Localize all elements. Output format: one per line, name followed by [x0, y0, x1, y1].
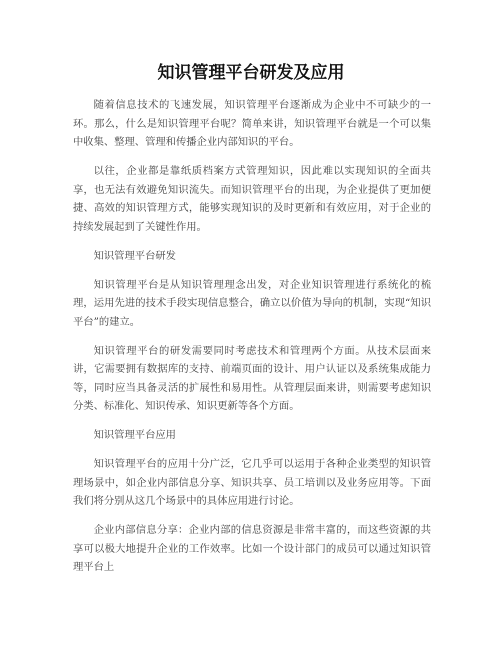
paragraph-development-concept: 知识管理平台是从知识管理理念出发，对企业知识管理进行系统化的梳理，运用先进的技术手段实现信息整合，确立以价值为导向的机制，实现“知识平台”的建立。 [73, 278, 431, 328]
paragraph-background: 以往，企业都是靠纸质档案方式管理知识，因此难以实现知识的全面共享，也无法有效避免知识流失。而知识管理平台的出现，为企业提供了更加便捷、高效的知识管理方式，能够实现知识的及时更新和有效应用，对于企业的持续发展起到了关键性作用。 [73, 165, 431, 233]
paragraph-info-sharing: 企业内部信息分享：企业内部的信息资源是非常丰富的，而这些资源的共享可以极大地提升企业的工作效率。比如一个设计部门的成员可以通过知识管理平台上 [73, 524, 431, 573]
document-title: 知识管理平台研发及应用 [157, 63, 345, 83]
paragraph-application-overview: 知识管理平台的应用十分广泛，它几乎可以运用于各种企业类型的知识管理场景中，如企业内部信息分享、知识共享、员工培训以及业务应用等。下面我们将分别从这几个场景中的具体应用进行讨论。 [73, 458, 431, 507]
document-body [73, 96, 431, 587]
section-heading-development: 知识管理平台研发 [93, 249, 176, 262]
paragraph-intro: 随着信息技术的飞速发展，知识管理平台逐渐成为企业中不可缺少的一环。那么，什么是知识管理平台呢？简单来讲，知识管理平台就是一个可以集中收集、整理、管理和传播企业内部知识的平台。 [73, 99, 431, 148]
section-heading-application: 知识管理平台应用 [93, 429, 176, 441]
paragraph-development-aspects: 知识管理平台的研发需要同时考虑技术和管理两个方面。从技术层面来讲，它需要拥有数据库的支持、前端页面的设计、用户认证以及系统集成能力等，同时应当具备灵活的扩展性和易用性。从管理层面来讲，则需要考虑知识分类、标准化、知识传承、知识更新等各个方面。 [73, 344, 431, 412]
